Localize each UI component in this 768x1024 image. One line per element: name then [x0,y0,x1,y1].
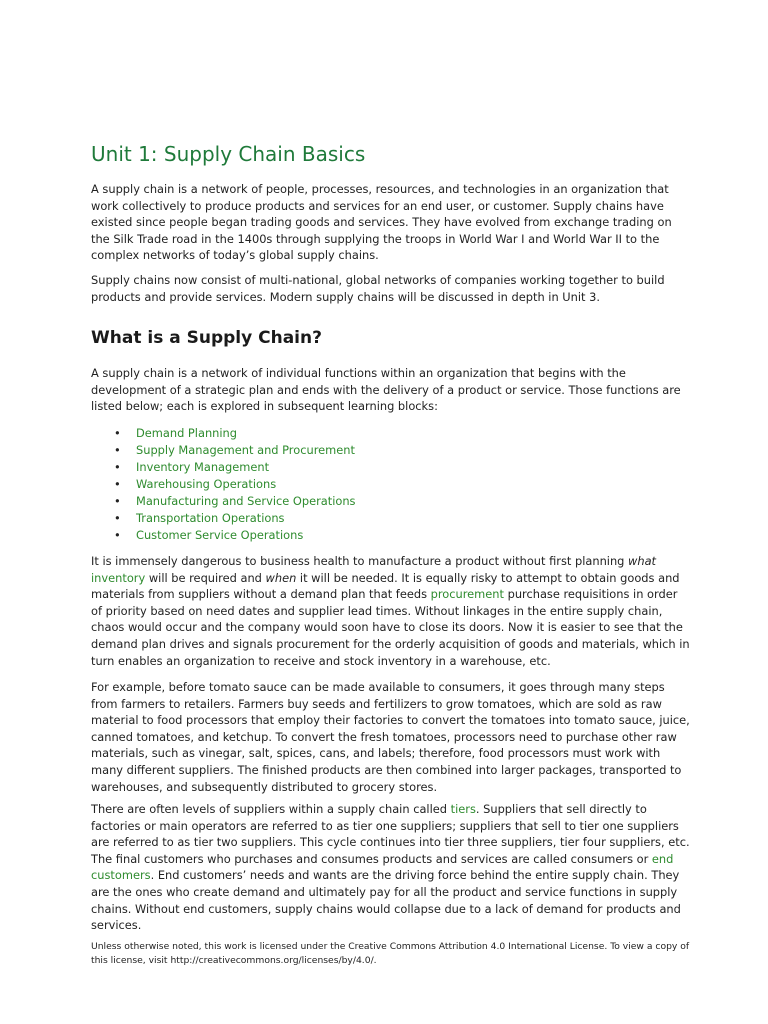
emphasis-when: when [265,570,297,585]
link-tiers[interactable]: tiers [450,802,476,816]
license-footer: Unless otherwise noted, this work is licensed under the Creative Commons Attribution 4.0 International License. To view a copy of this license, visit http://creativecommons.org/licenses/by/4.0/. [91,941,690,966]
bullet-icon: • [114,460,121,474]
page-title: Unit 1: Supply Chain Basics [91,142,366,166]
bullet-icon: • [114,511,121,525]
list-item-inventory-management[interactable]: • Inventory Management [114,460,270,474]
list-item-transportation-operations[interactable]: • Transportation Operations [114,511,285,525]
list-item-supply-management[interactable]: • Supply Management and Procurement [114,443,355,457]
list-item-customer-service-operations[interactable]: • Customer Service Operations [114,528,304,542]
functions-list [91,425,691,544]
bullet-icon: • [114,477,121,491]
list-item-manufacturing-operations[interactable]: • Manufacturing and Service Operations [114,494,356,508]
list-item-demand-planning[interactable]: • Demand Planning [114,426,237,440]
bullet-icon: • [114,426,121,440]
bullet-icon: • [114,443,121,457]
link-procurement[interactable]: procurement [430,587,504,602]
bullet-icon: • [114,494,121,508]
bullet-icon: • [114,528,121,542]
section-paragraph-2: It is immensely dangerous to business health to manufacture a product without first planning what inventory will be required and when it will be needed. It is equally risky to attempt to obtain goods and materials from suppliers without a demand plan that feeds procurement purchase requisitions in order of priority based on need dates and supplier lead times. Without linkages in the entire supply chain, chaos would occur and the company would soon have to close its doors. Now it is easier to see that the demand plan drives and signals procurement for the orderly acquisition of goods and materials, which in turn enables an organization to receive and stock inventory in a warehouse, etc. [91,554,690,668]
list-item-warehousing-operations[interactable]: • Warehousing Operations [114,477,277,491]
section-paragraph-1: A supply chain is a network of individual functions within an organization that begins with the development of a strategic plan and ends with the delivery of a product or service. Those functions are listed below; each is explored in subsequent learning blocks: [91,366,681,414]
section-paragraph-4: There are often levels of suppliers within a supply chain called tiers. Suppliers that sell directly to factories or main operators are referred to as tier one suppliers; suppliers that sell to tier one suppliers are referred to as tier two suppliers. This cycle continues into tier three suppliers, tier four suppliers, etc. The final customers who purchases and consumes products and services are called consumers or end customers. End customers’ needs and wants are the driving force behind the entire supply chain. They are the ones who create demand and ultimately pay for all the product and service functions in supply chains. Without end customers, supply chains would collapse due to a lack of demand for products and services. [91,802,690,933]
link-end-customers[interactable]: end customers [91,851,674,883]
intro-paragraph-1: A supply chain is a network of people, processes, resources, and technologies in an organization that work collectively to produce products and services for an end user, or customer. Supply chains have existed since people began trading goods and services. They have evolved from exchange trading on the Silk Trade road in the 1400s through supplying the troops in World War I and World War II to the complex networks of today’s global supply chains. [91,182,672,263]
section-heading: What is a Supply Chain? [91,328,322,348]
emphasis-what: what [628,554,657,568]
link-inventory[interactable]: inventory [91,570,146,585]
intro-paragraph-2: Supply chains now consist of multi-national, global networks of companies working together to build products and provide services. Modern supply chains will be discussed in depth in Unit 3. [91,273,665,304]
section-paragraph-3: For example, before tomato sauce can be made available to consumers, it goes through many steps from farmers to retailers. Farmers buy seeds and fertilizers to grow tomatoes, which are sold as raw material to food processors that employ their factories to convert the tomatoes into tomato sauce, juice, canned tomatoes, and ketchup. To convert the fresh tomatoes, processors need to purchase other raw materials, such as vinegar, salt, spices, cans, and labels; therefore, food processors must work with many different suppliers. The finished products are then combined into larger packages, transported to warehouses, and subsequently distributed to grocery stores. [91,680,690,794]
